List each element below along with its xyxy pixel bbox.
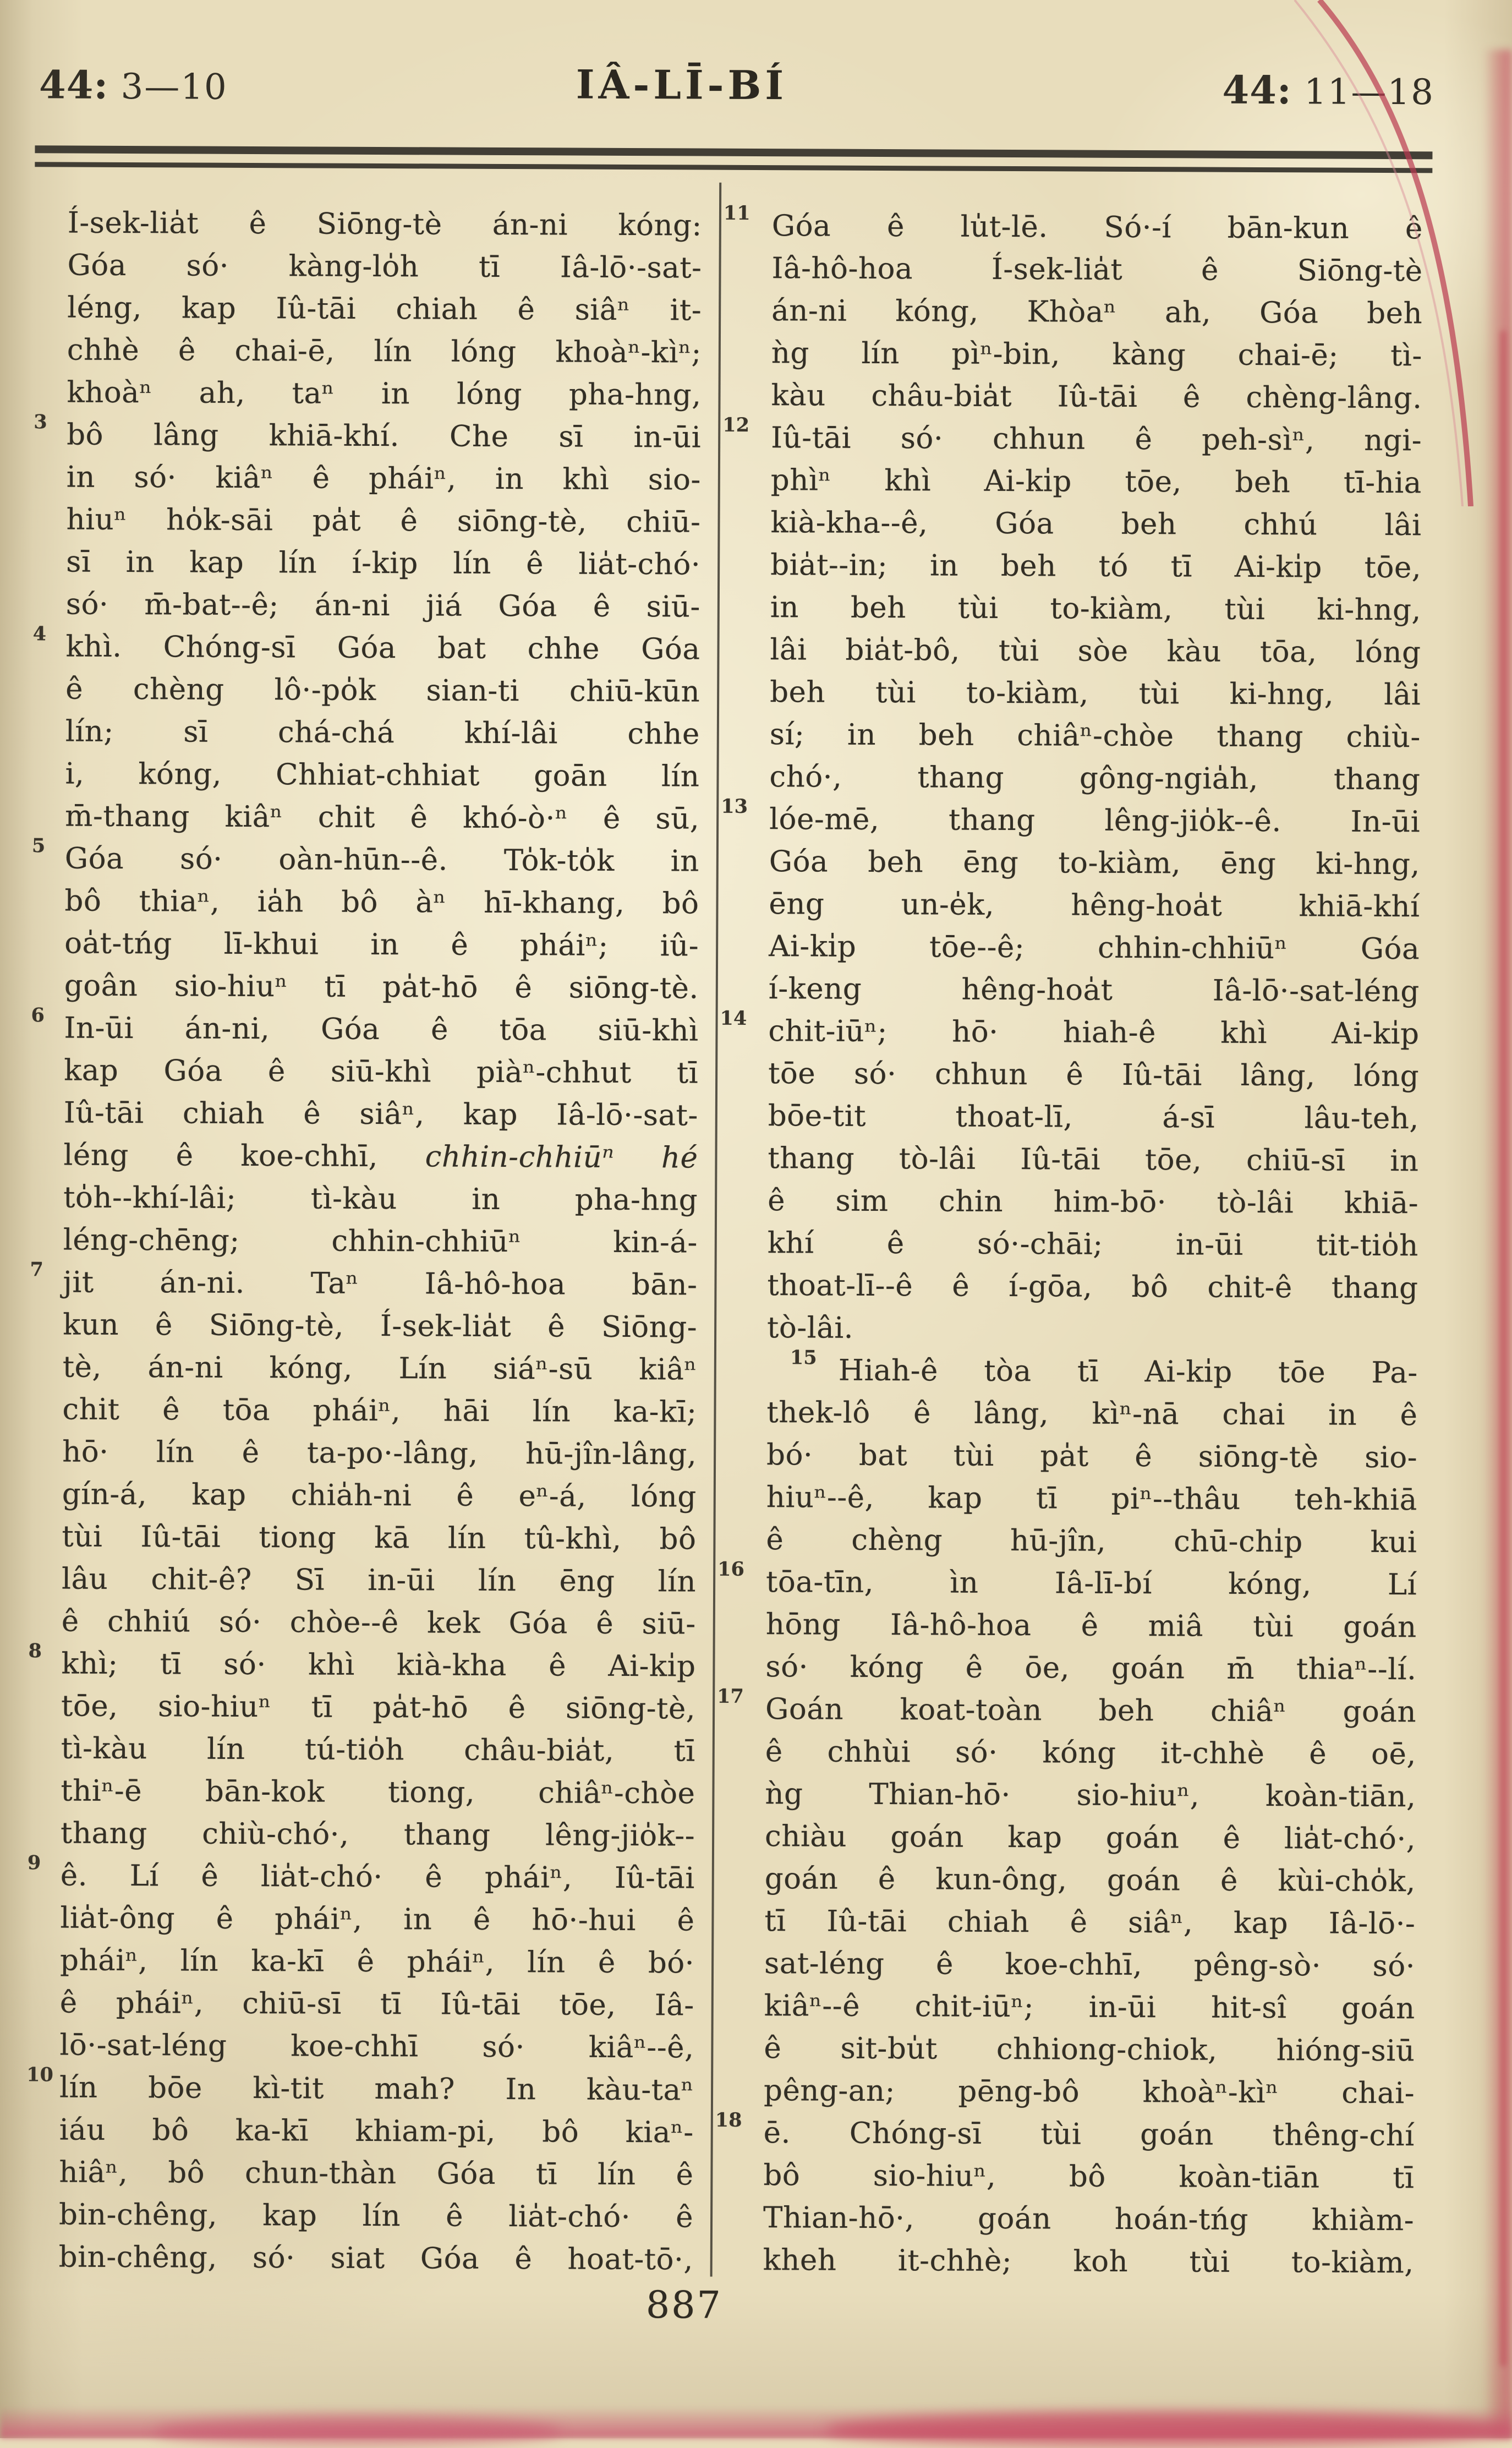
verse-number: 15 bbox=[790, 1346, 817, 1369]
text-line: sī in kap lín í-kip lín ê lia̍t-chó· bbox=[66, 545, 701, 582]
verse-number: 12 bbox=[722, 413, 750, 436]
verse-number: 4 bbox=[32, 622, 47, 646]
text-line: kiâⁿ--ê chit-iūⁿ; in-ūi hit-sî goán bbox=[764, 1989, 1415, 2026]
text-line: thiⁿ-ē bān-kok tiong, chiâⁿ-chòe bbox=[61, 1774, 695, 1811]
text-line: tùi Iû-tāi tiong kā lín tû-khì, bô bbox=[62, 1520, 697, 1556]
verse-number: 8 bbox=[28, 1640, 42, 1663]
text-line: ê chèng hū-jîn, chū-chi̍p kui bbox=[766, 1523, 1417, 1560]
text-line: 7 jit án-ni. Taⁿ Iâ-hô-hoa bān- bbox=[30, 1258, 698, 1302]
text-line: kheh it-chhè; koh tùi to-kiàm, bbox=[763, 2243, 1414, 2280]
text-line: Iâ-hô-hoa Í-sek-lia̍t ê Siōng-tè bbox=[771, 252, 1423, 288]
text-line: án-ni kóng, Khòaⁿ ah, Góa beh bbox=[771, 294, 1423, 331]
text-line: Góa só· kàng-lo̍h tī Iâ-lō·-sat- bbox=[67, 248, 702, 285]
header-verse-range-right bbox=[1222, 67, 1434, 114]
text-column-left bbox=[26, 202, 703, 2281]
text-line: i, kóng, Chhiat-chhiat goān lín bbox=[65, 757, 700, 794]
text-line: thek-lô ê lâng, kìⁿ-nā chai in ê bbox=[766, 1396, 1418, 1433]
verse-number: 9 bbox=[27, 1851, 41, 1875]
text-line: ēng un-e̍k, hêng-hoa̍t khiā-khí bbox=[769, 887, 1420, 924]
text-line: chhè ê chai-ē, lín lóng khoàⁿ-kìⁿ; bbox=[67, 333, 702, 370]
text-line: chit ê tōa pháiⁿ, hāi lín ka-kī; bbox=[62, 1392, 697, 1429]
text-line: bōe-tit thoat-lī, á-sī lâu-teh, bbox=[768, 1099, 1419, 1136]
text-line: kap Góa ê siū-khì piàⁿ-chhut tī bbox=[64, 1053, 699, 1090]
text-line: Góa beh ēng to-kiàm, ēng ki-hng, bbox=[769, 845, 1420, 882]
text-line: lia̍t-ông ê pháiⁿ, in ê hō·-hui ê bbox=[60, 1901, 695, 1938]
header-double-rule bbox=[35, 145, 1432, 173]
text-line: 6 In-ūi án-ni, Góa ê tōa siū-khì bbox=[31, 1004, 699, 1048]
text-line: to̍h--khí-lâi; tì-kàu in pha-hng bbox=[63, 1181, 698, 1217]
text-line: bô thiaⁿ, ia̍h bô àⁿ hī-khang, bô bbox=[64, 884, 699, 921]
text-line: khí ê só·-chāi; in-ūi tit-tio̍h bbox=[767, 1226, 1418, 1263]
page-number: 887 bbox=[645, 2283, 722, 2327]
header-book-title: IÂ-LĪ-BÍ bbox=[576, 61, 788, 109]
text-line: oa̍t-tńg lī-khui in ê pháiⁿ; iû- bbox=[64, 926, 699, 963]
text-line: in só· kiâⁿ ê pháiⁿ, in khì sio- bbox=[66, 460, 701, 497]
text-line: ê sim chin him-bō· tò-lâi khiā- bbox=[768, 1184, 1419, 1221]
verse-number: 3 bbox=[34, 411, 47, 434]
header-verses-left: 3—10 bbox=[120, 66, 228, 108]
text-line: Iû-tāi chiah ê siâⁿ, kap Iâ-lō·-sat- bbox=[63, 1096, 698, 1133]
text-line: tōe só· chhun ê Iû-tāi lâng, lóng bbox=[768, 1057, 1420, 1094]
text-line: beh tùi to-kiàm, tùi ki-hng, lâi bbox=[770, 675, 1421, 712]
text-line: bô sio-hiuⁿ, bô koàn-tiān tī bbox=[763, 2159, 1415, 2195]
text-line: gín-á, kap chia̍h-ni ê eⁿ-á, lóng bbox=[62, 1477, 697, 1514]
text-line: in beh tùi to-kiàm, tùi ki-hng, bbox=[770, 591, 1421, 627]
text-line: phìⁿ khì Ai-ki̍p tōe, beh tī-hia bbox=[770, 463, 1422, 500]
column-divider-rule bbox=[710, 183, 722, 2277]
text-line: ê chhiú só· chòe--ê kek Góa ê siū- bbox=[61, 1604, 696, 1641]
text-line: só· kóng ê ōe, goán m̄ thiaⁿ--lí. bbox=[765, 1650, 1417, 1687]
text-line: lâu chit-ê? Sī in-ūi lín ēng lín bbox=[62, 1562, 697, 1599]
text-line: 9 ê. Lí ê lia̍t-chó· ê pháiⁿ, Iû-tāi bbox=[27, 1851, 695, 1895]
text-line: 3 bô lâng khiā-khí. Che sī in-ūi bbox=[34, 411, 702, 455]
verse-number: 14 bbox=[720, 1007, 747, 1030]
text-line: 14 chit-iūⁿ; hō· hiah-ê khì Ai-ki̍p bbox=[720, 1007, 1420, 1051]
text-line: iáu bô ka-kī khiam-pi, bô kiaⁿ- bbox=[59, 2113, 694, 2150]
text-line: thoat-lī--ê ê í-gōa, bô chit-ê thang bbox=[767, 1269, 1418, 1305]
text-line: ǹg lín pìⁿ-bin, kàng chai-ē; tì- bbox=[771, 336, 1422, 373]
text-line: thang tò-lâi Iû-tāi tōe, chiū-sī in bbox=[768, 1141, 1419, 1178]
text-line: m̄-thang kiâⁿ chit ê khó-ò·ⁿ ê sū, bbox=[65, 799, 700, 836]
header-chapter-right: 44: bbox=[1222, 67, 1292, 113]
text-line: bó· bat tùi pa̍t ê siōng-tè sio- bbox=[766, 1438, 1418, 1475]
text-line: chiàu goán kap goán ê lia̍t-chó·, bbox=[764, 1819, 1416, 1856]
verse-number: 7 bbox=[30, 1258, 44, 1281]
text-line: 15 Hiah-ê tòa tī Ai-ki̍p tōe Pa- bbox=[767, 1349, 1418, 1394]
header-verses-right: 11—18 bbox=[1303, 72, 1435, 113]
text-line: sat-léng ê koe-chhī, pêng-sò· só· bbox=[764, 1947, 1416, 1983]
italic-phrase: chhin-chhiūⁿ hé bbox=[425, 1140, 698, 1175]
text-line: í-keng hêng-hoa̍t Iâ-lō·-sat-léng bbox=[768, 972, 1420, 1009]
verse-number: 16 bbox=[717, 1558, 745, 1581]
verse-number: 17 bbox=[717, 1685, 744, 1708]
text-line: sí; in beh chiâⁿ-chòe thang chiù- bbox=[769, 718, 1421, 755]
text-line: Ai-ki̍p tōe--ê; chhin-chhiūⁿ Góa bbox=[769, 930, 1420, 966]
text-line: bia̍t--in; in beh tó tī Ai-ki̍p tōe, bbox=[770, 548, 1422, 585]
text-line: 4 khì. Chóng-sī Góa bat chhe Góa bbox=[32, 622, 700, 666]
text-line: léng, kap Iû-tāi chiah ê siâⁿ it- bbox=[67, 291, 702, 327]
text-line: lâi bia̍t-bô, tùi sòe kàu tōa, lóng bbox=[770, 633, 1421, 670]
text-line: hiuⁿ ho̍k-sāi pa̍t ê siōng-tè, chiū- bbox=[66, 502, 701, 539]
text-line: ê pháiⁿ, chiū-sī tī Iû-tāi tōe, Iâ- bbox=[59, 1986, 694, 2023]
text-line: Í-sek-lia̍t ê Siōng-tè án-ni kóng: bbox=[67, 206, 703, 243]
text-column-right bbox=[715, 201, 1423, 2284]
text-line: lō·-sat-léng koe-chhī só· kiâⁿ--ê, bbox=[59, 2028, 694, 2065]
text-line: goân sio-hiuⁿ tī pa̍t-hō ê siōng-tè. bbox=[64, 969, 699, 1006]
text-line: léng-chēng; chhin-chhiūⁿ kin-á- bbox=[63, 1223, 698, 1260]
verse-number: 5 bbox=[31, 834, 46, 857]
text-line: lín; sī chá-chá khí-lâi chhe bbox=[65, 714, 700, 751]
text-line: ǹg Thian-hō· sio-hiuⁿ, koàn-tiān, bbox=[765, 1777, 1416, 1814]
verse-number: 11 bbox=[723, 201, 750, 225]
text-line: kàu châu-bia̍t Iû-tāi ê chèng-lâng. bbox=[771, 379, 1422, 416]
text-line: tī Iû-tāi chiah ê siâⁿ, kap Iâ-lō·- bbox=[764, 1904, 1416, 1941]
header-chapter-left: 44: bbox=[39, 62, 109, 108]
text-line: kun ê Siōng-tè, Í-sek-lia̍t ê Siōng- bbox=[63, 1308, 698, 1345]
header-verse-range-left bbox=[39, 62, 228, 108]
text-line: hō· lín ê ta-po·-lâng, hū-jîn-lâng, bbox=[62, 1435, 697, 1472]
text-line: tò-lâi. bbox=[767, 1311, 854, 1345]
text-line: ê chèng lô·-po̍k sian-ti chiū-kūn bbox=[65, 672, 700, 709]
verse-number: 6 bbox=[31, 1004, 45, 1027]
text-line: 13 lóe-mē, thang lêng-jio̍k--ê. In-ūi bbox=[721, 795, 1421, 839]
text-line: ê sit-bu̍t chhiong-chiok, hióng-siū bbox=[764, 2031, 1415, 2068]
text-line: hiâⁿ, bô chun-thàn Góa tī lín ê bbox=[59, 2155, 694, 2192]
text-line: kià-kha--ê, Góa beh chhú lâi bbox=[770, 506, 1422, 543]
verse-number: 10 bbox=[26, 2063, 54, 2086]
text-line: só· m̄-bat--ê; án-ni jiá Góa ê siū- bbox=[65, 587, 700, 624]
text-line: pêng-an; pēng-bô khoàⁿ-kìⁿ chai- bbox=[763, 2074, 1415, 2111]
text-line: ê chhùi só· kóng it-chhè ê oē, bbox=[765, 1735, 1416, 1772]
text-line: tōe, sio-hiuⁿ tī pa̍t-hō ê siōng-tè, bbox=[61, 1689, 696, 1726]
text-line: léng ê koe-chhī, chhin-chhiūⁿ hé bbox=[63, 1138, 698, 1175]
text-line: 5 Góa só· oàn-hūn--ê. To̍k-to̍k in bbox=[31, 834, 699, 878]
text-line: pháiⁿ, lín ka-kī ê pháiⁿ, lín ê bó· bbox=[59, 1943, 695, 1980]
text-line: 17 Goán koat-toàn beh chiâⁿ goán bbox=[717, 1685, 1417, 1729]
text-line: goán ê kun-ông, goán ê kùi-cho̍k, bbox=[764, 1862, 1416, 1899]
text-line: bin-chêng, kap lín ê lia̍t-chó· ê bbox=[58, 2198, 694, 2234]
text-line: bin-chêng, só· siat Góa ê hoat-tō·, bbox=[58, 2240, 693, 2277]
text-line: 11 Góa ê lu̍t-lē. Só·-í bān-kun ê bbox=[723, 201, 1423, 246]
text-line: khoàⁿ ah, taⁿ in lóng pha-hng, bbox=[67, 375, 702, 412]
text-line: chó·, thang gông-ngia̍h, thang bbox=[769, 760, 1421, 797]
text-line: Thian-hō·, goán hoán-tńg khiàm- bbox=[763, 2201, 1415, 2238]
text-line: tì-kàu lín tú-tio̍h châu-bia̍t, tī bbox=[61, 1731, 695, 1768]
text-line: tè, án-ni kóng, Lín siáⁿ-sū kiâⁿ bbox=[62, 1350, 697, 1387]
text-line: hiuⁿ--ê, kap tī piⁿ--thâu teh-khiā bbox=[766, 1480, 1417, 1517]
verse-number: 13 bbox=[721, 795, 748, 818]
text-line: 16 tōa-tīn, ìn Iâ-lī-bí kóng, Lí bbox=[717, 1558, 1417, 1602]
text-line: hōng Iâ-hô-hoa ê miâ tùi goán bbox=[765, 1608, 1417, 1644]
text-line: 8 khì; tī só· khì kià-kha ê Ai-ki̍p bbox=[28, 1640, 696, 1684]
text-line: 18 ē. Chóng-sī tùi goán thêng-chí bbox=[715, 2108, 1415, 2153]
verse-number: 18 bbox=[715, 2108, 742, 2132]
text-line: thang chiù-chó·, thang lêng-jio̍k-- bbox=[60, 1816, 695, 1853]
text-line: 12 Iû-tāi só· chhun ê peh-sìⁿ, ngi- bbox=[722, 413, 1422, 458]
text-line: 10 lín bōe kì-tit mah? In kàu-taⁿ bbox=[26, 2063, 694, 2107]
